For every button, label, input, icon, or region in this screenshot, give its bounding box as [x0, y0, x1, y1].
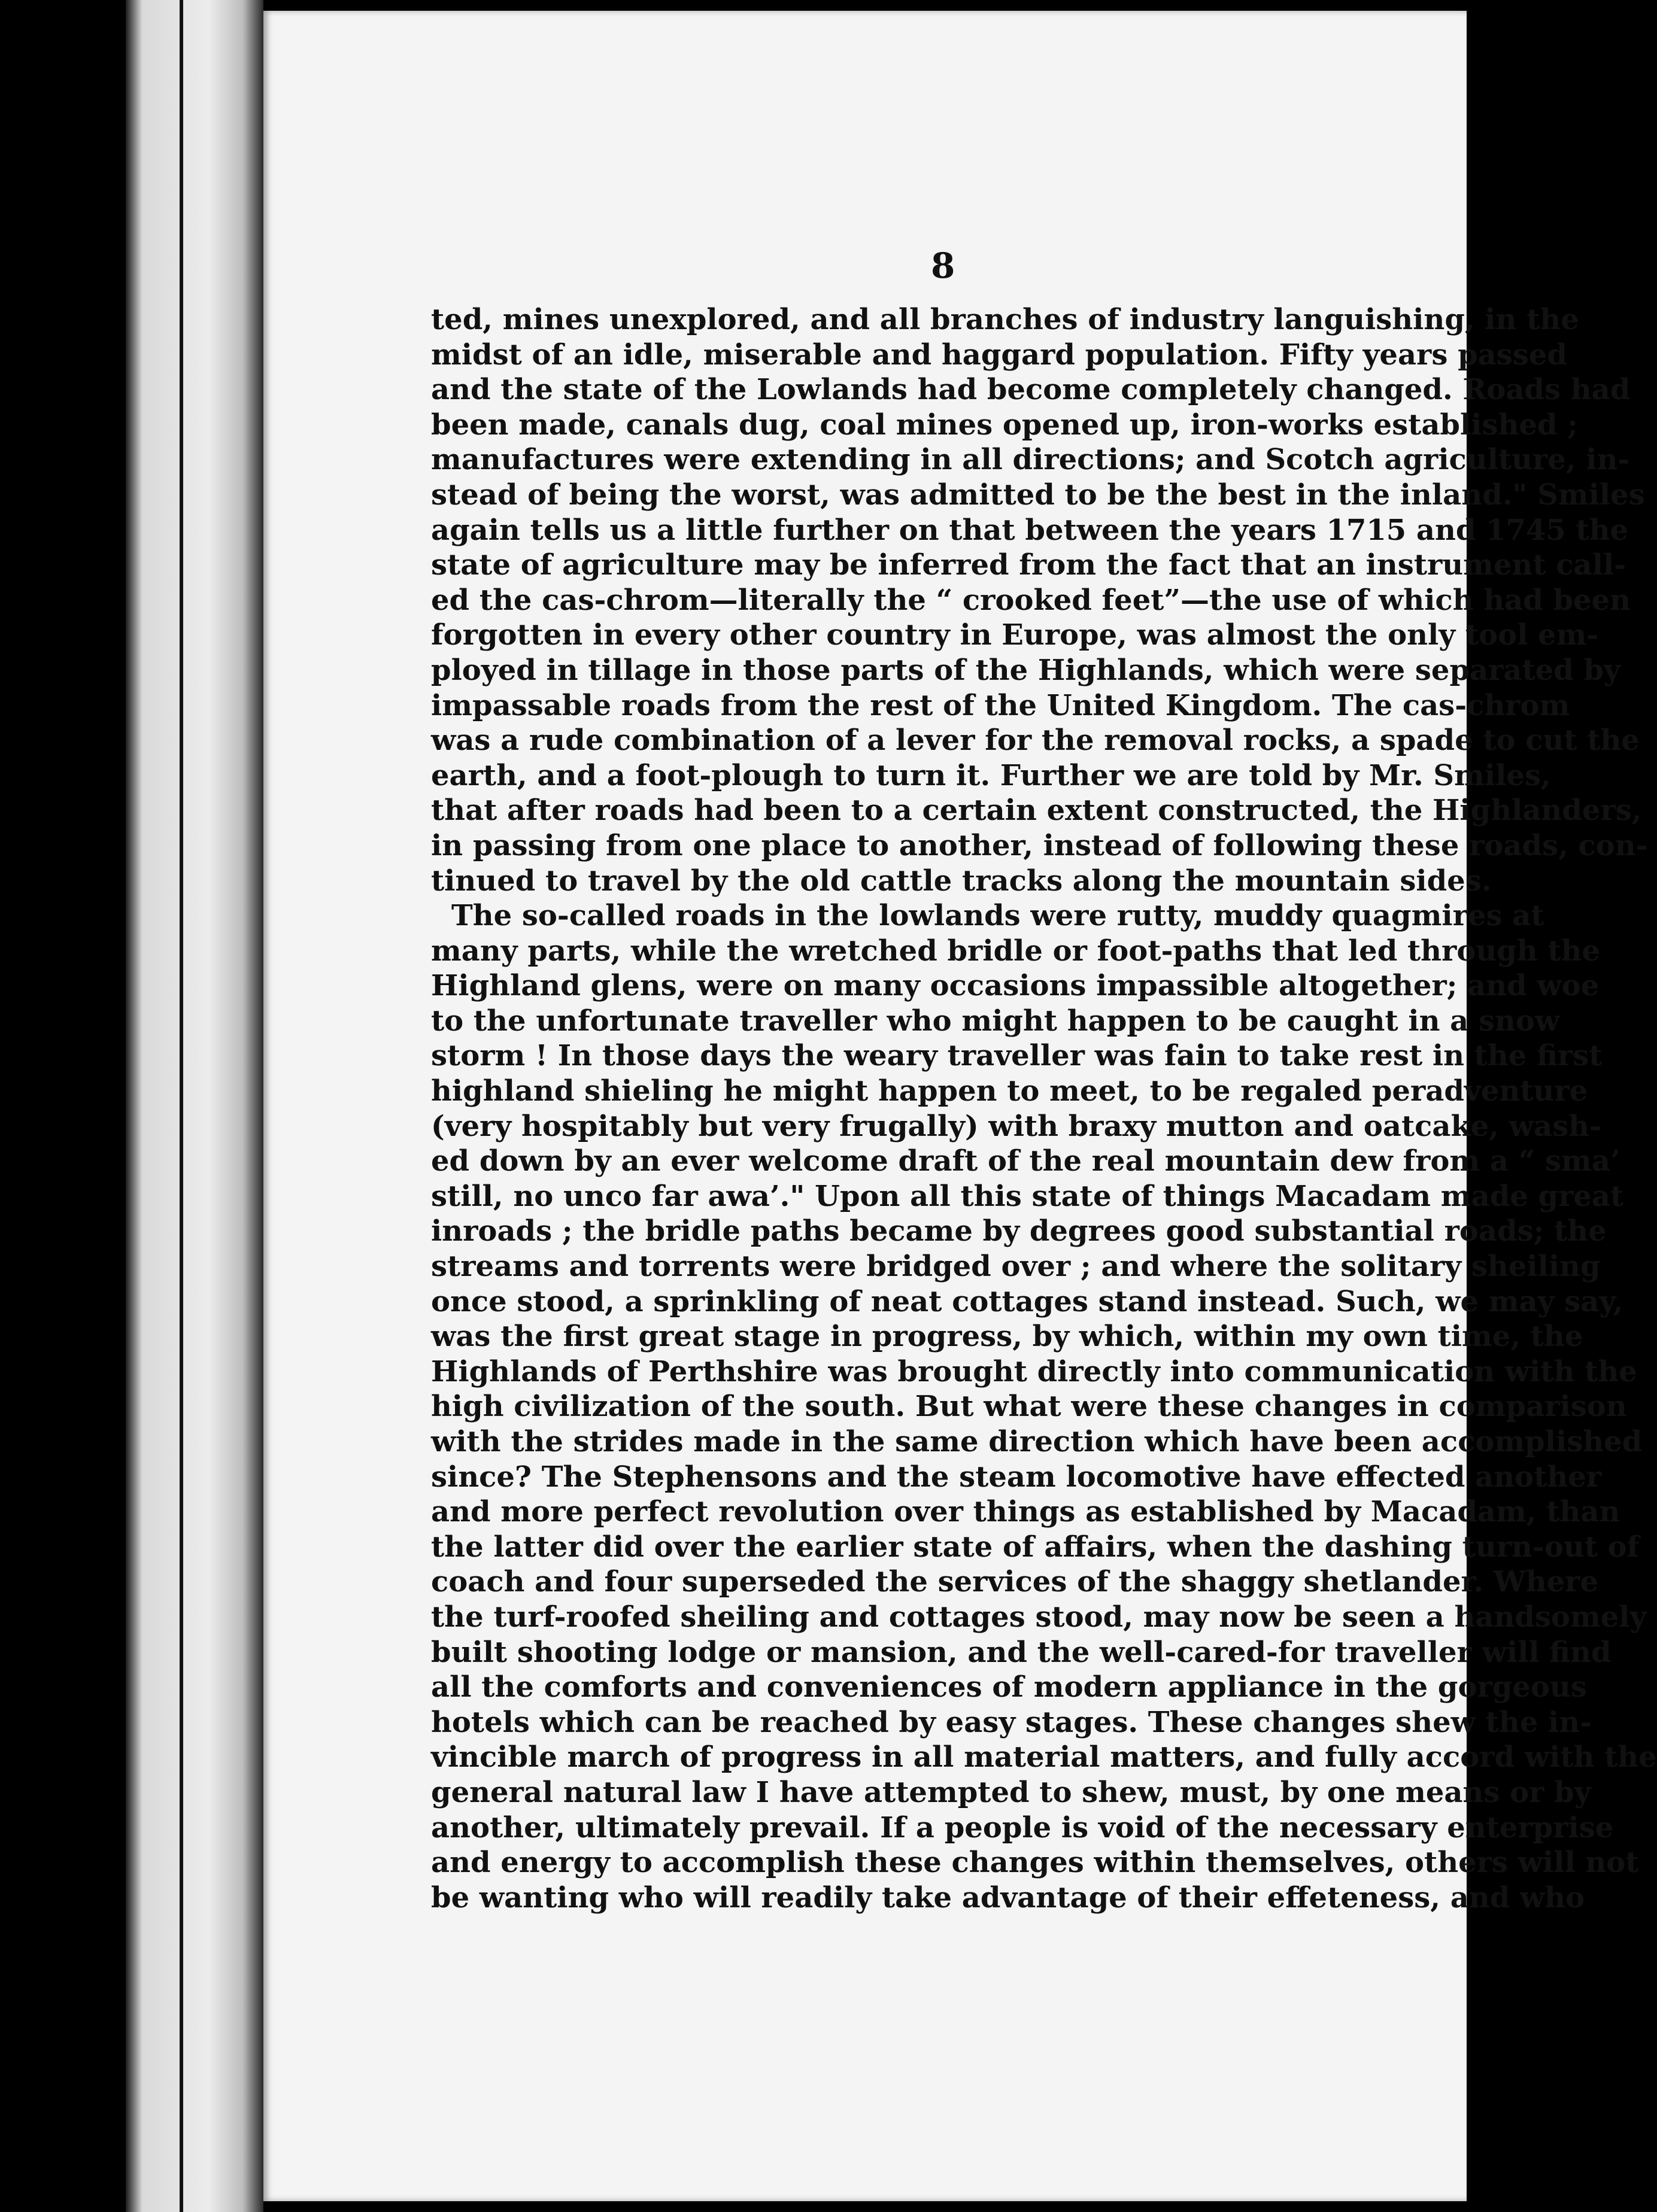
text-line: been made, canals dug, coal mines opened up, iron-works established ;	[431, 408, 1578, 442]
text-line: still, no unco far awa’." Upon all this state of things Macadam made great	[431, 1179, 1624, 1213]
text-line: ed down by an ever welcome draft of the real mountain dew from a “ sma’	[431, 1144, 1620, 1178]
text-line: in passing from one place to another, instead of following these roads, con-	[431, 828, 1648, 862]
text-line: general natural law I have attempted to shew, must, by one means or by	[431, 1775, 1591, 1809]
text-line: was the first great stage in progress, by which, within my own time, the	[431, 1320, 1583, 1354]
text-line: tinued to travel by the old cattle tracks along the mountain sides.	[431, 864, 1492, 898]
text-line: another, ultimately prevail. If a people is void of the necessary enterprise	[431, 1810, 1614, 1845]
text-line: all the comforts and conveniences of modern appliance in the gorgeous	[431, 1670, 1587, 1704]
body-text	[431, 302, 1657, 1915]
text-line: be wanting who will readily take advantage of their effeteness, and who	[431, 1880, 1585, 1915]
text-line: Highland glens, were on many occasions impassible altogether; and woe	[431, 969, 1600, 1003]
text-line: stead of being the worst, was admitted to be the best in the inland." Smiles	[431, 478, 1645, 512]
text-line: again tells us a little further on that between the years 1715 and 1745 the	[431, 513, 1629, 547]
text-line: state of agriculture may be inferred from the fact that an instrument call-	[431, 548, 1626, 582]
text-line: high civilization of the south. But what were these changes in comparison	[431, 1390, 1627, 1424]
text-line: many parts, while the wretched bridle or foot-paths that led through the	[431, 934, 1601, 968]
text-line: manufactures were extending in all directions; and Scotch agriculture, in-	[431, 443, 1630, 477]
text-line: since? The Stephensons and the steam locomotive have effected another	[431, 1460, 1602, 1494]
text-line: vincible march of progress in all material matters, and fully accord with the	[431, 1740, 1657, 1775]
text-line: ted, mines unexplored, and all branches of industry languishing, in the	[431, 303, 1579, 336]
text-line: streams and torrents were bridged over ; and where the solitary sheiling	[431, 1250, 1601, 1284]
text-line: with the strides made in the same direction which have been accomplished	[431, 1425, 1643, 1459]
book-spine-edge	[180, 0, 183, 2212]
text-line: that after roads had been to a certain extent constructed, the Highlanders,	[431, 794, 1642, 828]
page-number: 8	[931, 245, 955, 286]
text-line: hotels which can be reached by easy stages. These changes shew the in-	[431, 1705, 1592, 1739]
text-line: Highlands of Perthshire was brought directly into communication with the	[431, 1354, 1637, 1388]
text-line: coach and four superseded the services of the shaggy shetlander. Where	[431, 1565, 1598, 1599]
text-line: highland shieling he might happen to meet, to be regaled peradventure	[431, 1074, 1588, 1108]
text-line: the turf-roofed sheiling and cottages stood, may now be seen a handsomely	[431, 1600, 1647, 1634]
text-line: The so-called roads in the lowlands were rutty, muddy quagmires at	[451, 899, 1544, 933]
text-line: impassable roads from the rest of the United Kingdom. The cas-chrom	[431, 688, 1570, 722]
text-line: to the unfortunate traveller who might happen to be caught in a snow	[431, 1004, 1560, 1038]
text-line: built shooting lodge or mansion, and the well-cared-for traveller will find	[431, 1635, 1612, 1669]
text-line: storm ! In those days the weary traveller was fain to take rest in the first	[431, 1039, 1603, 1073]
text-line: ed the cas-chrom—literally the “ crooked feet”—the use of which had been	[431, 583, 1631, 617]
text-line: earth, and a foot-plough to turn it. Further we are told by Mr. Smiles,	[431, 758, 1551, 792]
text-line: forgotten in every other country in Europe, was almost the only tool em-	[431, 618, 1599, 652]
text-line: the latter did over the earlier state of affairs, when the dashing turn-out of	[431, 1530, 1640, 1564]
scan-left-margin	[126, 0, 263, 2212]
text-line: (very hospitably but very frugally) with braxy mutton and oatcake, wash-	[431, 1109, 1601, 1143]
text-line: once stood, a sprinkling of neat cottages stand instead. Such, we may say,	[431, 1284, 1623, 1318]
text-line: ployed in tillage in those parts of the Highlands, which were separated by	[431, 653, 1620, 687]
text-line: midst of an idle, miserable and haggard population. Fifty years passed	[431, 338, 1567, 372]
text-line: inroads ; the bridle paths became by degrees good substantial roads; the	[431, 1214, 1607, 1248]
text-line: was a rude combination of a lever for the removal rocks, a spade to cut the	[431, 724, 1640, 758]
text-line: and energy to accomplish these changes within themselves, others will not	[431, 1846, 1639, 1880]
text-line: and the state of the Lowlands had become completely changed. Roads had	[431, 373, 1631, 407]
text-line: and more perfect revolution over things as established by Macadam, than	[431, 1495, 1620, 1529]
